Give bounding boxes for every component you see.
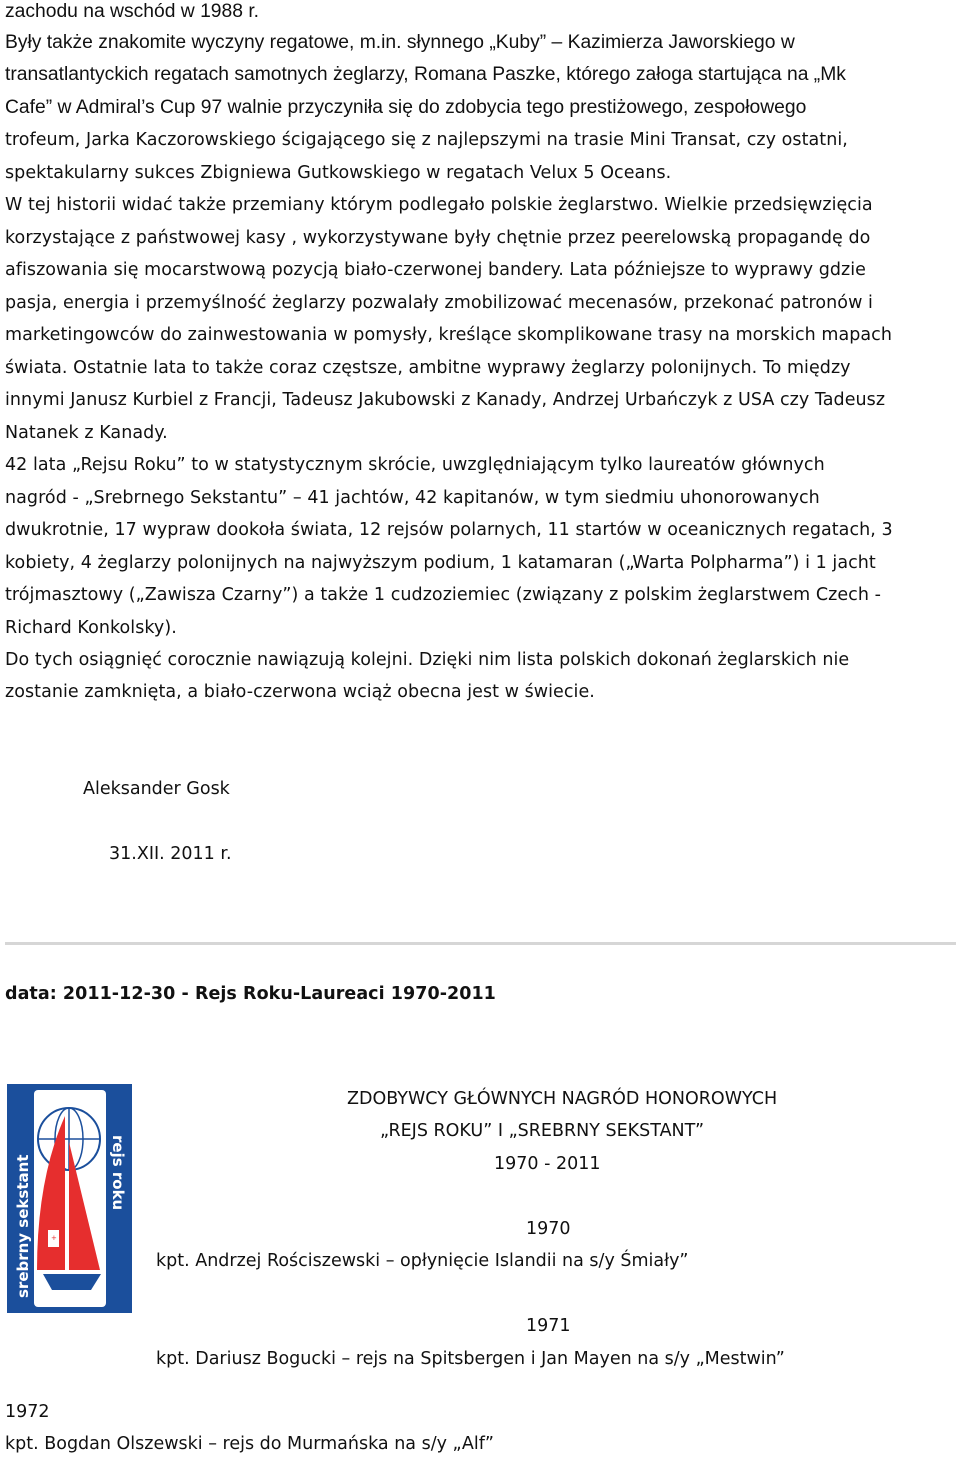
award-year: 1970 (526, 1219, 571, 1239)
article-line: 42 lata „Rejsu Roku” to w statystycznym skrócie, uwzględniającym tylko laureatów głównych (5, 455, 825, 475)
awards-heading: ZDOBYWCY GŁÓWNYCH NAGRÓD HONOROWYCH (347, 1089, 778, 1109)
article-date: 31.XII. 2011 r. (109, 844, 232, 864)
article-line: transatlantyckich regatach samotnych żeglarzy, Romana Paszke, którego załoga startująca na „Mk (5, 64, 846, 85)
article-line: nagród - „Srebrnego Sekstantu” – 41 jachtów, 42 kapitanów, w tym siedmiu uhonorowanych (5, 488, 820, 508)
article-line: świata. Ostatnie lata to także coraz częstsze, ambitne wyprawy żeglarzy polonijnych. To między (5, 358, 851, 378)
svg-text:+: + (51, 1234, 57, 1242)
award-year: 1972 (5, 1402, 50, 1422)
article-line: korzystające z państwowej kasy , wykorzystywane były chętnie przez peerelowską propagandę do (5, 228, 871, 248)
article-line: Natanek z Kanady. (5, 423, 168, 443)
article-line: Do tych osiągnięć corocznie nawiązują kolejni. Dzięki nim lista polskich dokonań żeglarskich nie (5, 650, 850, 670)
article-line: zachodu na wschód w 1988 r. (5, 1, 260, 22)
award-year: 1971 (526, 1316, 571, 1336)
logo-right-text: rejs roku (109, 1135, 127, 1211)
logo-graphic (7, 1084, 132, 1313)
award-entry: kpt. Bogdan Olszewski – rejs do Murmańska na s/y „Alf” (5, 1434, 494, 1454)
article-line: dwukrotnie, 17 wypraw dookoła świata, 12 rejsów polarnych, 11 startów w oceanicznych regatach, 3 (5, 520, 893, 540)
article-line: trofeum, Jarka Kaczorowskiego ścigającego się z najlepszymi na trasie Mini Transat, czy ostatni, (5, 130, 848, 150)
article-line: W tej historii widać także przemiany którym podlegało polskie żeglarstwo. Wielkie przedsięwzięcia (5, 195, 873, 215)
article-line: spektakularny sukces Zbigniewa Gutkowskiego w regatach Velux 5 Oceans. (5, 163, 672, 183)
awards-range: 1970 - 2011 (494, 1154, 601, 1174)
horizontal-divider (5, 942, 956, 945)
article-line: trójmasztowy („Zawisza Czarny”) a także 1 cudzoziemiec (związany z polskim żeglarstwem Czech - (5, 585, 881, 605)
awards-subheading: „REJS ROKU” I „SREBRNY SEKSTANT” (380, 1121, 705, 1141)
srebrny-sekstant-logo (7, 1084, 132, 1313)
article-line: Były także znakomite wyczyny regatowe, m.in. słynnego „Kuby” – Kazimierza Jaworskiego w (5, 32, 795, 53)
logo-left-text: srebrny sekstant (14, 1154, 32, 1298)
article-line: Richard Konkolsky). (5, 618, 177, 638)
award-entry: kpt. Andrzej Rościszewski – opłynięcie Islandii na s/y Śmiały” (156, 1251, 689, 1271)
article-line: Cafe” w Admiral’s Cup 97 walnie przyczyniła się do zdobycia tego prestiżowego, zespołowego (5, 97, 807, 118)
article-line: pasja, energia i przemyślność żeglarzy pozwalały zmobilizować mecenasów, przekonać patronów i (5, 293, 873, 313)
article-line: marketingowców do zainwestowania w pomysły, kreślące skomplikowane trasy na morskich mapach (5, 325, 892, 345)
article-line: zostanie zamknięta, a biało-czerwona wciąż obecna jest w świecie. (5, 682, 595, 702)
article-line: afiszowania się mocarstwową pozycją biało-czerwonej bandery. Lata późniejsze to wyprawy gdzie (5, 260, 867, 280)
post-meta: data: 2011-12-30 - Rejs Roku-Laureaci 1970-2011 (5, 984, 496, 1004)
award-entry: kpt. Dariusz Bogucki – rejs na Spitsbergen i Jan Mayen na s/y „Mestwin” (156, 1349, 785, 1369)
author-signature: Aleksander Gosk (83, 779, 230, 799)
article-line: innymi Janusz Kurbiel z Francji, Tadeusz Jakubowski z Kanady, Andrzej Urbańczyk z USA czy Tadeusz (5, 390, 886, 410)
article-line: kobiety, 4 żeglarzy polonijnych na najwyższym podium, 1 katamaran („Warta Polpharma”) i 1 jacht (5, 553, 876, 573)
